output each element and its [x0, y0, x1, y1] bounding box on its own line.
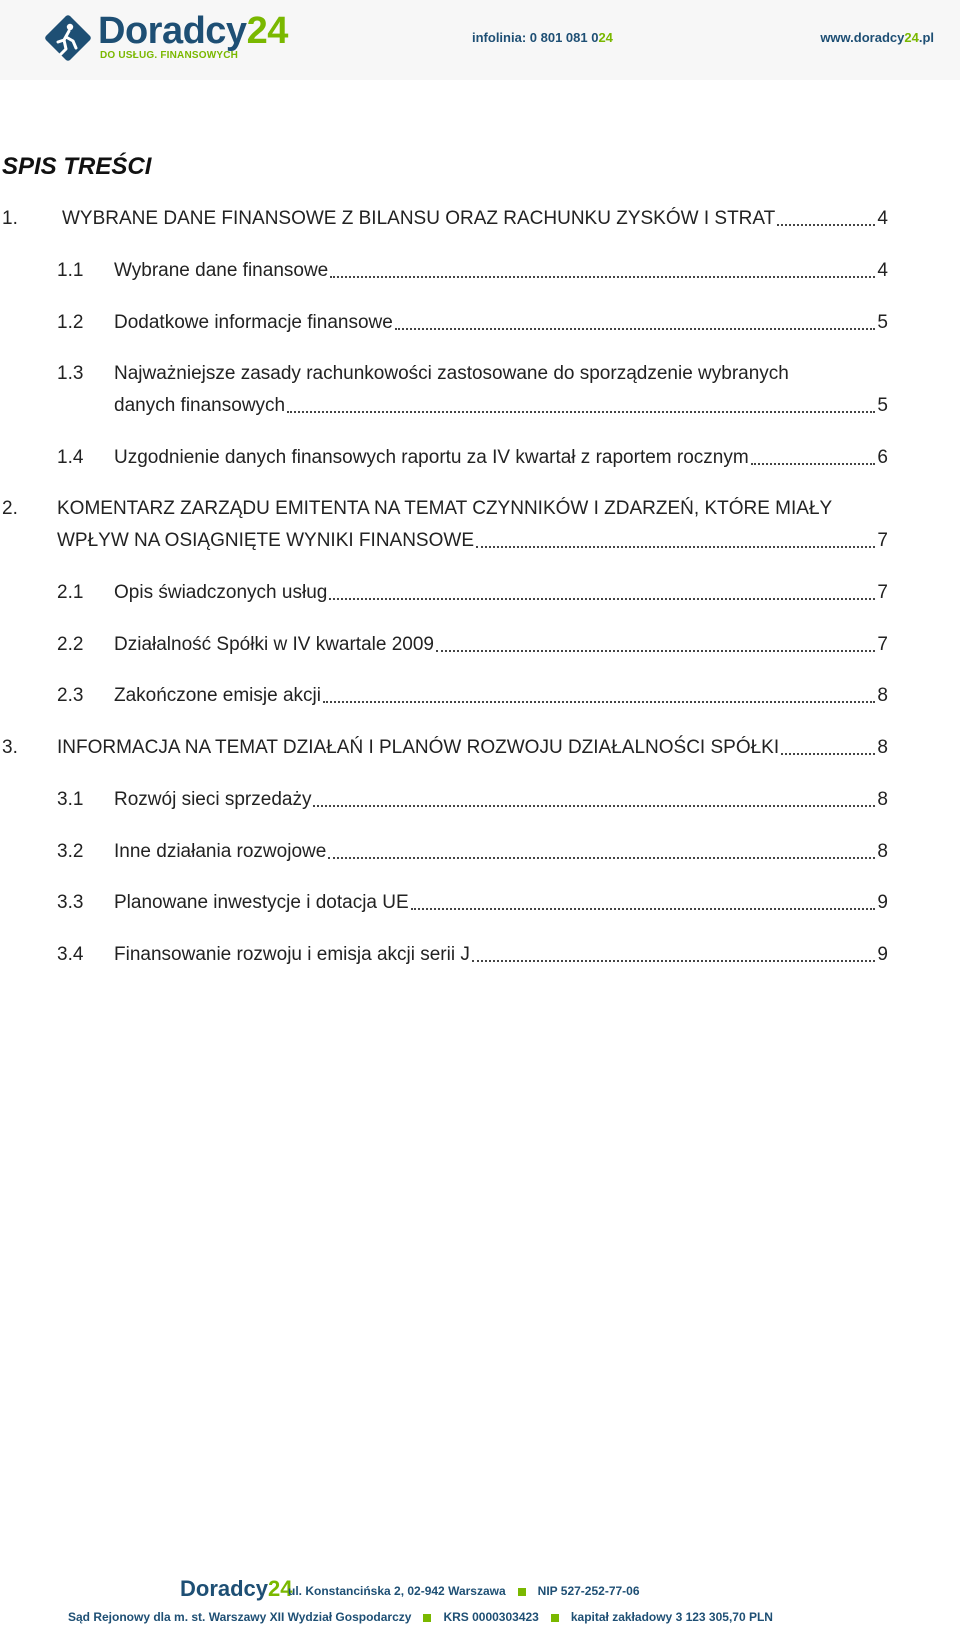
toc-entry[interactable]: [57, 891, 888, 915]
toc-entry-number: 1.1: [57, 260, 84, 281]
toc-entry-text: Inne działania rozwojowe: [114, 841, 327, 862]
toc-entry-number: 3.: [2, 737, 18, 758]
logo-runner-icon: [42, 12, 94, 64]
toc-dot-leader: [751, 463, 876, 465]
toc-entry-continuation[interactable]: [57, 529, 888, 553]
toc-entry-number: 2.: [2, 498, 18, 519]
logo-tagline: DO USŁUG. FINANSOWYCH: [100, 50, 239, 61]
toc-entry-continuation[interactable]: [114, 394, 888, 418]
toc-entry-page: 5: [877, 395, 888, 416]
toc-entry[interactable]: [57, 684, 888, 708]
page-footer: [60, 1576, 940, 1634]
website-accent: 24: [904, 30, 919, 45]
toc-entry-number: 1.4: [57, 447, 84, 468]
toc-dot-leader: [395, 328, 876, 330]
footer-logo-text: Doradcy: [180, 1576, 269, 1601]
toc-entry-text: Finansowanie rozwoju i emisja akcji serii J: [114, 944, 470, 965]
toc-entry-page: 8: [877, 737, 888, 758]
toc-dot-leader: [313, 805, 875, 807]
toc-entry[interactable]: [57, 259, 888, 283]
toc-dot-leader: [476, 546, 875, 548]
toc-entry-number: 3.3: [57, 892, 84, 913]
toc-entry-page: 9: [877, 892, 888, 913]
toc-entry[interactable]: [57, 311, 888, 335]
toc-dot-leader: [330, 276, 875, 278]
footer-nip: NIP 527-252-77-06: [537, 1584, 640, 1598]
toc-entry-number: 1.3: [57, 363, 84, 384]
footer-capital: kapitał zakładowy 3 123 305,70 PLN: [570, 1610, 773, 1624]
hotline-text: infolinia: 0 801 081 0: [472, 30, 599, 45]
footer-separator: [518, 1588, 526, 1596]
toc-entry-page: 7: [877, 582, 888, 603]
toc-title: SPIS TREŚCI: [2, 153, 152, 180]
toc-entry[interactable]: [2, 207, 888, 231]
toc-entry[interactable]: [57, 633, 888, 657]
toc-entry-text: Zakończone emisje akcji: [114, 685, 321, 706]
toc-entry-page: 7: [877, 530, 888, 551]
toc-entry-text: Działalność Spółki w IV kwartale 2009: [114, 634, 434, 655]
website-suffix: .pl: [918, 30, 934, 45]
toc-entry[interactable]: [2, 736, 888, 760]
toc-entry-number: 2.2: [57, 634, 84, 655]
footer-logo: [180, 1576, 293, 1602]
footer-separator: [551, 1614, 559, 1622]
toc-entry-number: 3.2: [57, 841, 84, 862]
toc-entry-text: danych finansowych: [114, 395, 286, 416]
footer-separator: [423, 1614, 431, 1622]
toc-entry-page: 8: [877, 841, 888, 862]
hotline: [472, 30, 613, 45]
toc-entry-page: 6: [877, 447, 888, 468]
toc-entry-number: 3.1: [57, 789, 84, 810]
footer-address: ul. Konstancińska 2, 02-942 Warszawa: [288, 1584, 506, 1598]
toc-entry-page: 7: [877, 634, 888, 655]
toc-entry-page: 8: [877, 789, 888, 810]
toc-entry-page: 5: [877, 312, 888, 333]
company-logo: [42, 12, 302, 68]
toc-entry-text: Planowane inwestycje i dotacja UE: [114, 892, 409, 913]
toc-dot-leader: [329, 598, 875, 600]
toc-dot-leader: [777, 224, 875, 226]
toc-entry[interactable]: [57, 840, 888, 864]
toc-entry[interactable]: [57, 362, 789, 386]
toc-entry-text: Wybrane dane finansowe: [114, 260, 329, 281]
toc-entry-number: 2.1: [57, 582, 84, 603]
toc-dot-leader: [436, 650, 875, 652]
toc-entry-number: 3.4: [57, 944, 84, 965]
toc-entry[interactable]: [57, 788, 888, 812]
logo-wordmark: [98, 10, 288, 53]
toc-entry-text: WYBRANE DANE FINANSOWE Z BILANSU ORAZ RACHUNKU ZYSKÓW I STRAT: [62, 208, 776, 229]
website-text: www.doradcy: [820, 30, 905, 45]
footer-logo-accent: 24: [268, 1576, 293, 1601]
toc-entry-number: 1.: [2, 208, 18, 229]
toc-entry-text: WPŁYW NA OSIĄGNIĘTE WYNIKI FINANSOWE: [57, 530, 474, 551]
toc-entry[interactable]: [57, 581, 888, 605]
toc-entry[interactable]: [57, 943, 888, 967]
toc-entry-text: Najważniejsze zasady rachunkowości zastosowane do sporządzenie wybranych: [114, 363, 789, 384]
toc-entry-page: 4: [877, 260, 888, 281]
website-link[interactable]: [820, 30, 934, 45]
toc-entry-number: 2.3: [57, 685, 84, 706]
toc-dot-leader: [328, 857, 875, 859]
toc-entry-text: Opis świadczonych usług: [114, 582, 328, 603]
toc-entry-text: Dodatkowe informacje finansowe: [114, 312, 393, 333]
toc-dot-leader: [472, 960, 876, 962]
toc-entry-page: 9: [877, 944, 888, 965]
toc-entry-number: 1.2: [57, 312, 84, 333]
toc-entry-text: Rozwój sieci sprzedaży: [114, 789, 312, 810]
toc-entry[interactable]: [57, 446, 888, 470]
toc-entry-text: Uzgodnienie danych finansowych raportu za IV kwartał z raportem rocznym: [114, 447, 749, 468]
toc-entry-text: KOMENTARZ ZARZĄDU EMITENTA NA TEMAT CZYNNIKÓW I ZDARZEŃ, KTÓRE MIAŁY: [57, 498, 833, 519]
toc-dot-leader: [411, 908, 876, 910]
toc-dot-leader: [323, 701, 875, 703]
toc-entry[interactable]: [2, 497, 832, 521]
logo-word-accent: 24: [246, 10, 288, 52]
footer-krs: KRS 0000303423: [443, 1610, 539, 1624]
footer-registry-row: [68, 1610, 773, 1624]
page-header: [0, 0, 960, 80]
toc-dot-leader: [287, 411, 875, 413]
toc-dot-leader: [781, 753, 875, 755]
hotline-accent: 24: [598, 30, 613, 45]
toc-entry-text: INFORMACJA NA TEMAT DZIAŁAŃ I PLANÓW ROZWOJU DZIAŁALNOŚCI SPÓŁKI: [57, 737, 780, 758]
logo-word-text: Doradcy: [98, 10, 247, 52]
toc-entry-page: 8: [877, 685, 888, 706]
footer-contact-row: [288, 1584, 640, 1598]
footer-court: Sąd Rejonowy dla m. st. Warszawy XII Wydział Gospodarczy: [68, 1610, 412, 1624]
toc-entry-page: 4: [877, 208, 888, 229]
